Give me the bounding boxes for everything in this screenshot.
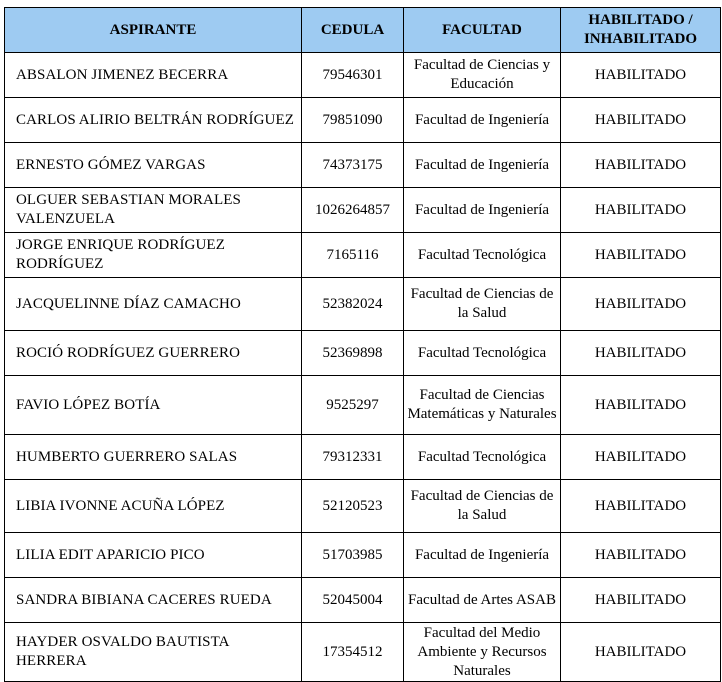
table-row [5,623,721,682]
cell-aspirante: FAVIO LÓPEZ BOTÍA [5,376,302,435]
cell-aspirante: SANDRA BIBIANA CACERES RUEDA [5,578,302,623]
cell-facultad: Facultad de Ingeniería [404,533,561,578]
cell-facultad: Facultad del Medio Ambiente y Recursos Naturales [404,623,561,682]
cell-estado: HABILITADO [561,480,721,533]
header-row [5,8,721,53]
cell-estado: HABILITADO [561,143,721,188]
cell-estado: HABILITADO [561,233,721,278]
aspirantes-table [4,7,721,682]
cell-aspirante: OLGUER SEBASTIAN MORALES VALENZUELA [5,188,302,233]
cell-cedula: 74373175 [302,143,404,188]
cell-cedula: 52369898 [302,331,404,376]
cell-aspirante: ROCIÓ RODRÍGUEZ GUERRERO [5,331,302,376]
table-row [5,376,721,435]
cell-cedula: 52382024 [302,278,404,331]
cell-aspirante: LIBIA IVONNE ACUÑA LÓPEZ [5,480,302,533]
header-estado: HABILITADO / INHABILITADO [561,8,721,53]
cell-cedula: 52120523 [302,480,404,533]
cell-estado: HABILITADO [561,435,721,480]
table-row [5,98,721,143]
cell-estado: HABILITADO [561,278,721,331]
table-body [5,53,721,682]
cell-aspirante: CARLOS ALIRIO BELTRÁN RODRÍGUEZ [5,98,302,143]
cell-estado: HABILITADO [561,331,721,376]
header-facultad: FACULTAD [404,8,561,53]
table-header [5,8,721,53]
table-row [5,578,721,623]
cell-cedula: 1026264857 [302,188,404,233]
header-aspirante: ASPIRANTE [5,8,302,53]
cell-facultad: Facultad Tecnológica [404,331,561,376]
cell-estado: HABILITADO [561,533,721,578]
cell-facultad: Facultad de Artes ASAB [404,578,561,623]
cell-aspirante: JACQUELINNE DÍAZ CAMACHO [5,278,302,331]
table-row [5,480,721,533]
cell-facultad: Facultad de Ciencias y Educación [404,53,561,98]
table-row [5,53,721,98]
cell-facultad: Facultad de Ciencias de la Salud [404,278,561,331]
cell-facultad: Facultad de Ingeniería [404,143,561,188]
table-row [5,188,721,233]
cell-estado: HABILITADO [561,98,721,143]
cell-aspirante: JORGE ENRIQUE RODRÍGUEZ RODRÍGUEZ [5,233,302,278]
cell-facultad: Facultad de Ingeniería [404,188,561,233]
table-row [5,435,721,480]
cell-cedula: 79312331 [302,435,404,480]
cell-estado: HABILITADO [561,53,721,98]
cell-estado: HABILITADO [561,578,721,623]
cell-estado: HABILITADO [561,188,721,233]
cell-cedula: 17354512 [302,623,404,682]
table-row [5,331,721,376]
table-row [5,233,721,278]
cell-aspirante: ERNESTO GÓMEZ VARGAS [5,143,302,188]
cell-estado: HABILITADO [561,376,721,435]
cell-cedula: 79851090 [302,98,404,143]
table-row [5,278,721,331]
cell-aspirante: ABSALON JIMENEZ BECERRA [5,53,302,98]
cell-cedula: 9525297 [302,376,404,435]
cell-facultad: Facultad de Ingeniería [404,98,561,143]
cell-cedula: 51703985 [302,533,404,578]
cell-facultad: Facultad Tecnológica [404,233,561,278]
cell-facultad: Facultad Tecnológica [404,435,561,480]
cell-aspirante: HAYDER OSVALDO BAUTISTA HERRERA [5,623,302,682]
table-row [5,143,721,188]
table-row [5,533,721,578]
cell-facultad: Facultad de Ciencias Matemáticas y Naturales [404,376,561,435]
header-cedula: CEDULA [302,8,404,53]
cell-estado: HABILITADO [561,623,721,682]
cell-cedula: 79546301 [302,53,404,98]
cell-aspirante: LILIA EDIT APARICIO PICO [5,533,302,578]
cell-cedula: 7165116 [302,233,404,278]
cell-facultad: Facultad de Ciencias de la Salud [404,480,561,533]
cell-cedula: 52045004 [302,578,404,623]
cell-aspirante: HUMBERTO GUERRERO SALAS [5,435,302,480]
